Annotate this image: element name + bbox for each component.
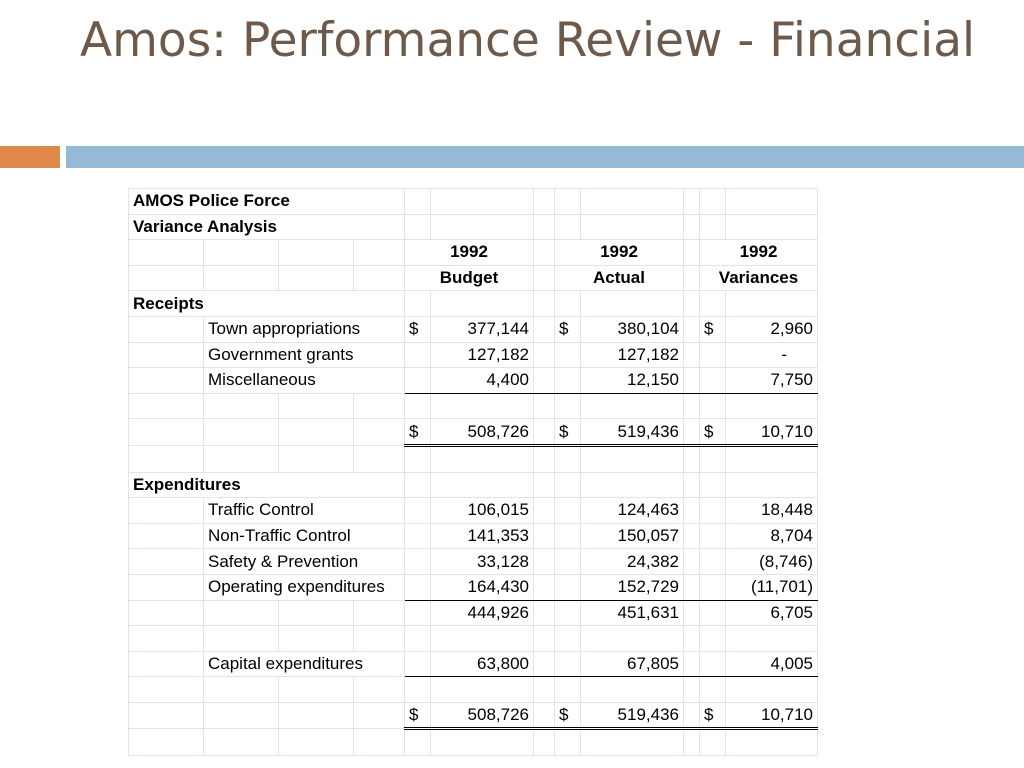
currency-symbol: $ bbox=[555, 702, 581, 729]
budget-value: 106,015 bbox=[431, 498, 534, 524]
actual-value: 150,057 bbox=[581, 523, 684, 549]
row-label: Non-Traffic Control bbox=[204, 523, 405, 549]
budget-subtotal: 444,926 bbox=[431, 600, 534, 626]
actual-value: 24,382 bbox=[581, 549, 684, 575]
variance-value: 4,005 bbox=[726, 651, 818, 677]
header-variances: Variances bbox=[700, 265, 818, 291]
row-label: Capital expenditures bbox=[204, 651, 405, 677]
row-label: Traffic Control bbox=[204, 498, 405, 524]
actual-total: 519,436 bbox=[581, 419, 684, 446]
table-row bbox=[129, 316, 818, 342]
currency-symbol: $ bbox=[700, 702, 726, 729]
budget-value: 63,800 bbox=[431, 651, 534, 677]
variance-analysis-table bbox=[128, 188, 818, 756]
header-actual: Actual bbox=[555, 265, 684, 291]
variance-value: 7,750 bbox=[726, 368, 818, 394]
budget-value: 141,353 bbox=[431, 523, 534, 549]
actual-value: 12,150 bbox=[581, 368, 684, 394]
org-name: AMOS Police Force bbox=[129, 189, 405, 215]
title-accent-bar bbox=[0, 146, 60, 168]
receipts-heading: Receipts bbox=[129, 291, 405, 317]
row-label: Safety & Prevention bbox=[204, 549, 405, 575]
table-row bbox=[129, 523, 818, 549]
budget-value: 164,430 bbox=[431, 574, 534, 600]
header-year-budget: 1992 bbox=[405, 240, 534, 266]
currency-symbol: $ bbox=[555, 316, 581, 342]
currency-symbol: $ bbox=[405, 316, 431, 342]
actual-total: 519,436 bbox=[581, 702, 684, 729]
budget-value: 377,144 bbox=[431, 316, 534, 342]
currency-symbol: $ bbox=[405, 419, 431, 446]
variance-subtotal: 6,705 bbox=[726, 600, 818, 626]
variance-value: (8,746) bbox=[726, 549, 818, 575]
receipts-total-row bbox=[129, 419, 818, 446]
budget-total: 508,726 bbox=[431, 419, 534, 446]
header-year-variances: 1992 bbox=[700, 240, 818, 266]
currency-symbol: $ bbox=[700, 419, 726, 446]
actual-value: 67,805 bbox=[581, 651, 684, 677]
table-row bbox=[129, 549, 818, 575]
currency-symbol: $ bbox=[405, 702, 431, 729]
row-label: Government grants bbox=[204, 342, 405, 368]
budget-value: 127,182 bbox=[431, 342, 534, 368]
title-divider-bar bbox=[66, 146, 1024, 168]
table-row bbox=[129, 498, 818, 524]
variance-total: 10,710 bbox=[726, 419, 818, 446]
row-label: Operating expenditures bbox=[204, 574, 405, 600]
sheet-subtitle: Variance Analysis bbox=[129, 214, 405, 240]
budget-value: 4,400 bbox=[431, 368, 534, 394]
table-row bbox=[129, 651, 818, 677]
table-row bbox=[129, 368, 818, 394]
currency-symbol: $ bbox=[555, 419, 581, 446]
header-budget: Budget bbox=[405, 265, 534, 291]
variance-value: 2,960 bbox=[726, 316, 818, 342]
header-year-actual: 1992 bbox=[555, 240, 684, 266]
table-row bbox=[129, 342, 818, 368]
variance-value: 18,448 bbox=[726, 498, 818, 524]
actual-value: 124,463 bbox=[581, 498, 684, 524]
expenditures-subtotal-row bbox=[129, 600, 818, 626]
slide-title: Amos: Performance Review - Financial bbox=[80, 13, 976, 68]
currency-symbol: $ bbox=[700, 316, 726, 342]
actual-value: 127,182 bbox=[581, 342, 684, 368]
budget-total: 508,726 bbox=[431, 702, 534, 729]
actual-subtotal: 451,631 bbox=[581, 600, 684, 626]
actual-value: 152,729 bbox=[581, 574, 684, 600]
variance-value: - bbox=[726, 342, 818, 368]
expenditures-total-row bbox=[129, 702, 818, 729]
actual-value: 380,104 bbox=[581, 316, 684, 342]
row-label: Miscellaneous bbox=[204, 368, 405, 394]
variance-total: 10,710 bbox=[726, 702, 818, 729]
variance-value: (11,701) bbox=[726, 574, 818, 600]
table-row bbox=[129, 574, 818, 600]
variance-value: 8,704 bbox=[726, 523, 818, 549]
row-label: Town appropriations bbox=[204, 316, 405, 342]
budget-value: 33,128 bbox=[431, 549, 534, 575]
expenditures-heading: Expenditures bbox=[129, 472, 405, 498]
